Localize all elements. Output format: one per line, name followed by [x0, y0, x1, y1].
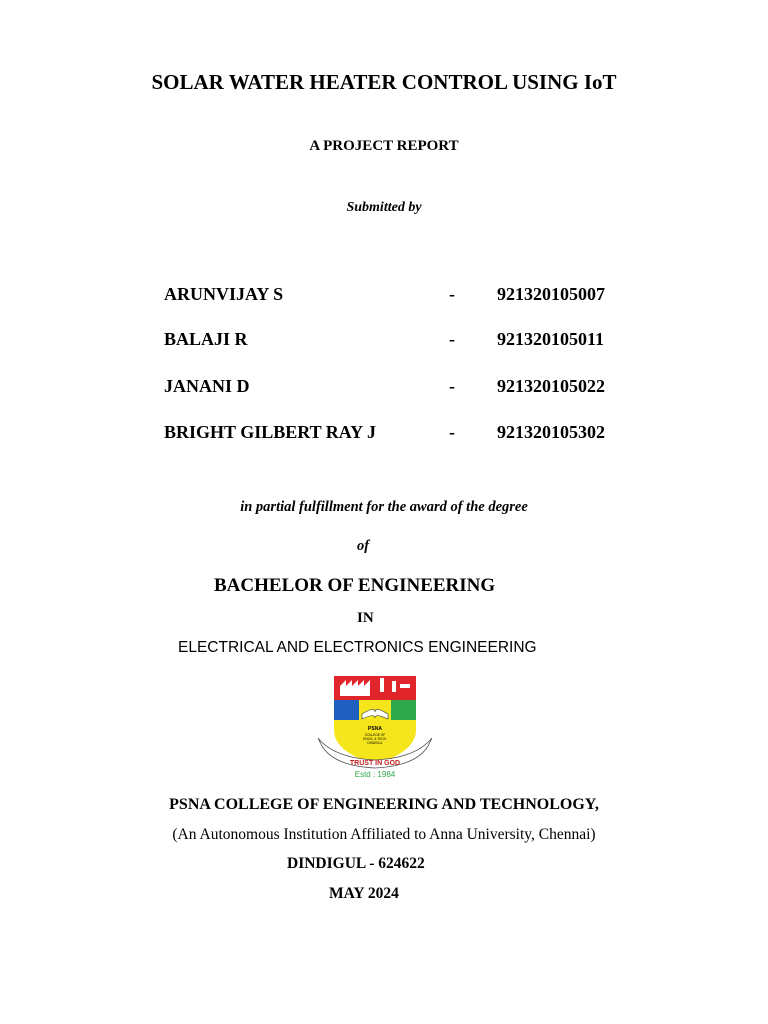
member-register-number: 921320105007 [497, 284, 605, 304]
college-emblem-icon [314, 672, 436, 780]
member-separator: - [449, 329, 455, 349]
logo-inner-text: ENGG. & TECH. [363, 737, 387, 741]
member-name: BALAJI R [164, 329, 248, 349]
logo-chimney [380, 678, 384, 692]
logo-smoke [400, 684, 410, 688]
logo-inner-text: PSNA [368, 726, 382, 732]
member-name: BRIGHT GILBERT RAY J [164, 422, 376, 442]
college-name: PSNA COLLEGE OF ENGINEERING AND TECHNOLOGY, [169, 796, 599, 813]
report-subtitle: A PROJECT REPORT [309, 138, 459, 154]
logo-estd: Estd : 1984 [354, 770, 396, 779]
member-separator: - [449, 284, 455, 304]
member-register-number: 921320105022 [497, 376, 605, 396]
logo-inner-text: COLLEGE OF [364, 733, 386, 737]
member-separator: - [449, 376, 455, 396]
member-register-number: 921320105302 [497, 422, 605, 442]
college-city: DINDIGUL - 624622 [287, 855, 425, 872]
logo-inner-text: DINDIGUL [367, 741, 383, 745]
fulfillment-statement: in partial fulfillment for the award of the degree [240, 499, 528, 515]
member-name: JANANI D [164, 376, 250, 396]
member-register-number: 921320105011 [497, 329, 605, 349]
member-separator: - [449, 422, 455, 442]
college-affiliation: (An Autonomous Institution Affiliated to Anna University, Chennai) [172, 826, 596, 843]
college-logo [314, 672, 436, 780]
in-label: IN [357, 610, 374, 626]
report-title: SOLAR WATER HEATER CONTROL USING IoT [151, 70, 617, 94]
logo-motto: TRUST IN GOD [349, 760, 401, 767]
of-label: of [357, 538, 370, 554]
logo-chimney [392, 681, 396, 692]
submitted-by-label: Submitted by [346, 200, 422, 215]
member-name: ARUNVIJAY S [164, 284, 284, 304]
logo-blue-band [334, 700, 359, 720]
report-date: MAY 2024 [329, 885, 399, 902]
degree-name: BACHELOR OF ENGINEERING [214, 575, 496, 596]
branch-name: ELECTRICAL AND ELECTRONICS ENGINEERING [178, 639, 537, 656]
logo-green-band [391, 700, 416, 720]
